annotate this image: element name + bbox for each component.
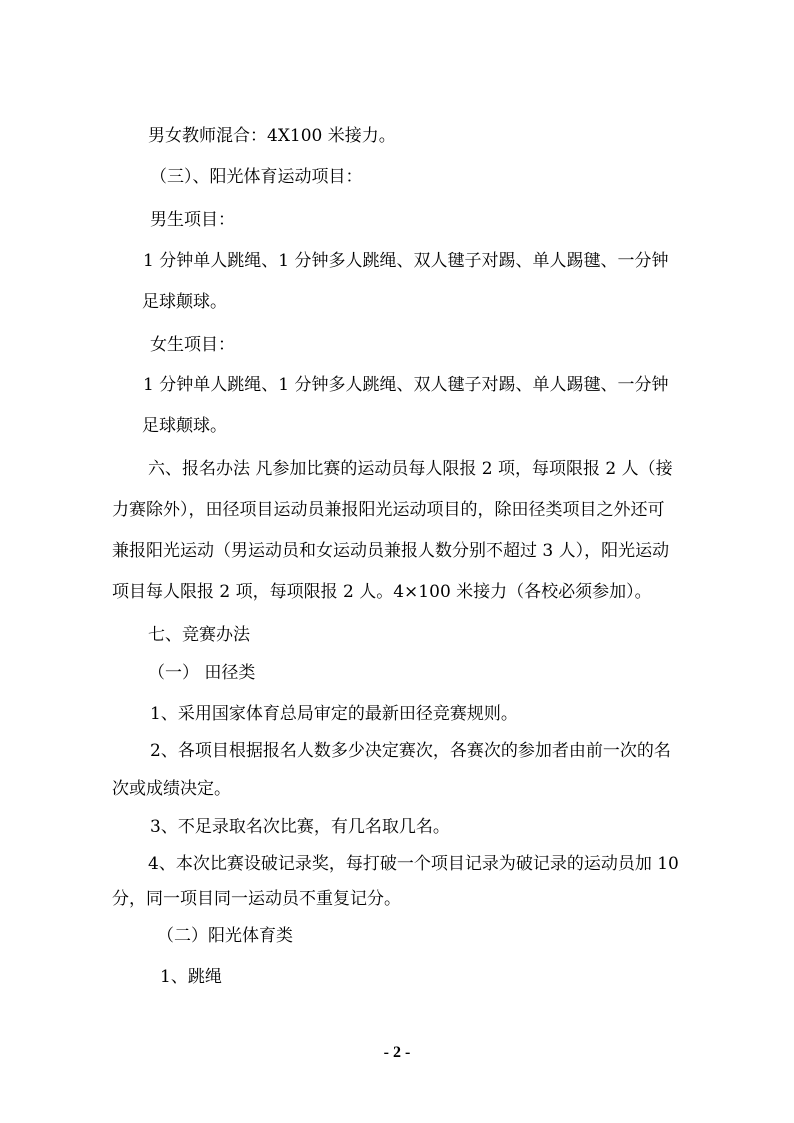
text-line: 足球颠球。 [142, 292, 227, 312]
text-line: 分，同一项目同一运动员不重复记分。 [112, 889, 401, 909]
text-line: 男女教师混合：4X100 米接力。 [148, 126, 396, 146]
text-line: 兼报阳光运动（男运动员和女运动员兼报人数分别不超过 3 人），阳光运动 [112, 541, 670, 561]
page-number: - 2 - [383, 1044, 411, 1061]
text-line: 1 分钟单人跳绳、1 分钟多人跳绳、双人毽子对踢、单人踢毽、一分钟 [143, 251, 669, 271]
text-line: 女生项目： [150, 335, 235, 355]
text-line: 六、报名办法 凡参加比赛的运动员每人限报 2 项，每项限报 2 人（接 [148, 459, 673, 479]
text-line: 男生项目： [150, 210, 235, 230]
text-line: 1 分钟单人跳绳、1 分钟多人跳绳、双人毽子对踢、单人踢毽、一分钟 [143, 375, 669, 395]
text-line: 次或成绩决定。 [112, 779, 231, 799]
section-heading: 七、竞赛办法 [148, 625, 250, 645]
text-line: 1、采用国家体育总局审定的最新田径竞赛规则。 [150, 704, 518, 724]
text-line: 项目每人限报 2 项，每项限报 2 人。4×100 米接力（各校必须参加）。 [112, 582, 652, 602]
text-line: 1、跳绳 [160, 967, 222, 987]
text-line: 力赛除外），田径项目运动员兼报阳光运动项目的，除田径类项目之外还可 [112, 500, 665, 520]
section-heading: （三）、阳光体育运动项目： [150, 167, 363, 187]
subsection-heading: （一） 田径类 [148, 663, 256, 683]
text-line: 4、本次比赛设破记录奖，每打破一个项目记录为破记录的运动员加 10 [148, 854, 679, 874]
text-line: 3、不足录取名次比赛，有几名取几名。 [150, 817, 450, 837]
text-line: 2、各项目根据报名人数多少决定赛次，各赛次的参加者由前一次的名 [150, 741, 671, 761]
text-line: 足球颠球。 [142, 416, 227, 436]
subsection-heading: （二）阳光体育类 [157, 926, 293, 946]
